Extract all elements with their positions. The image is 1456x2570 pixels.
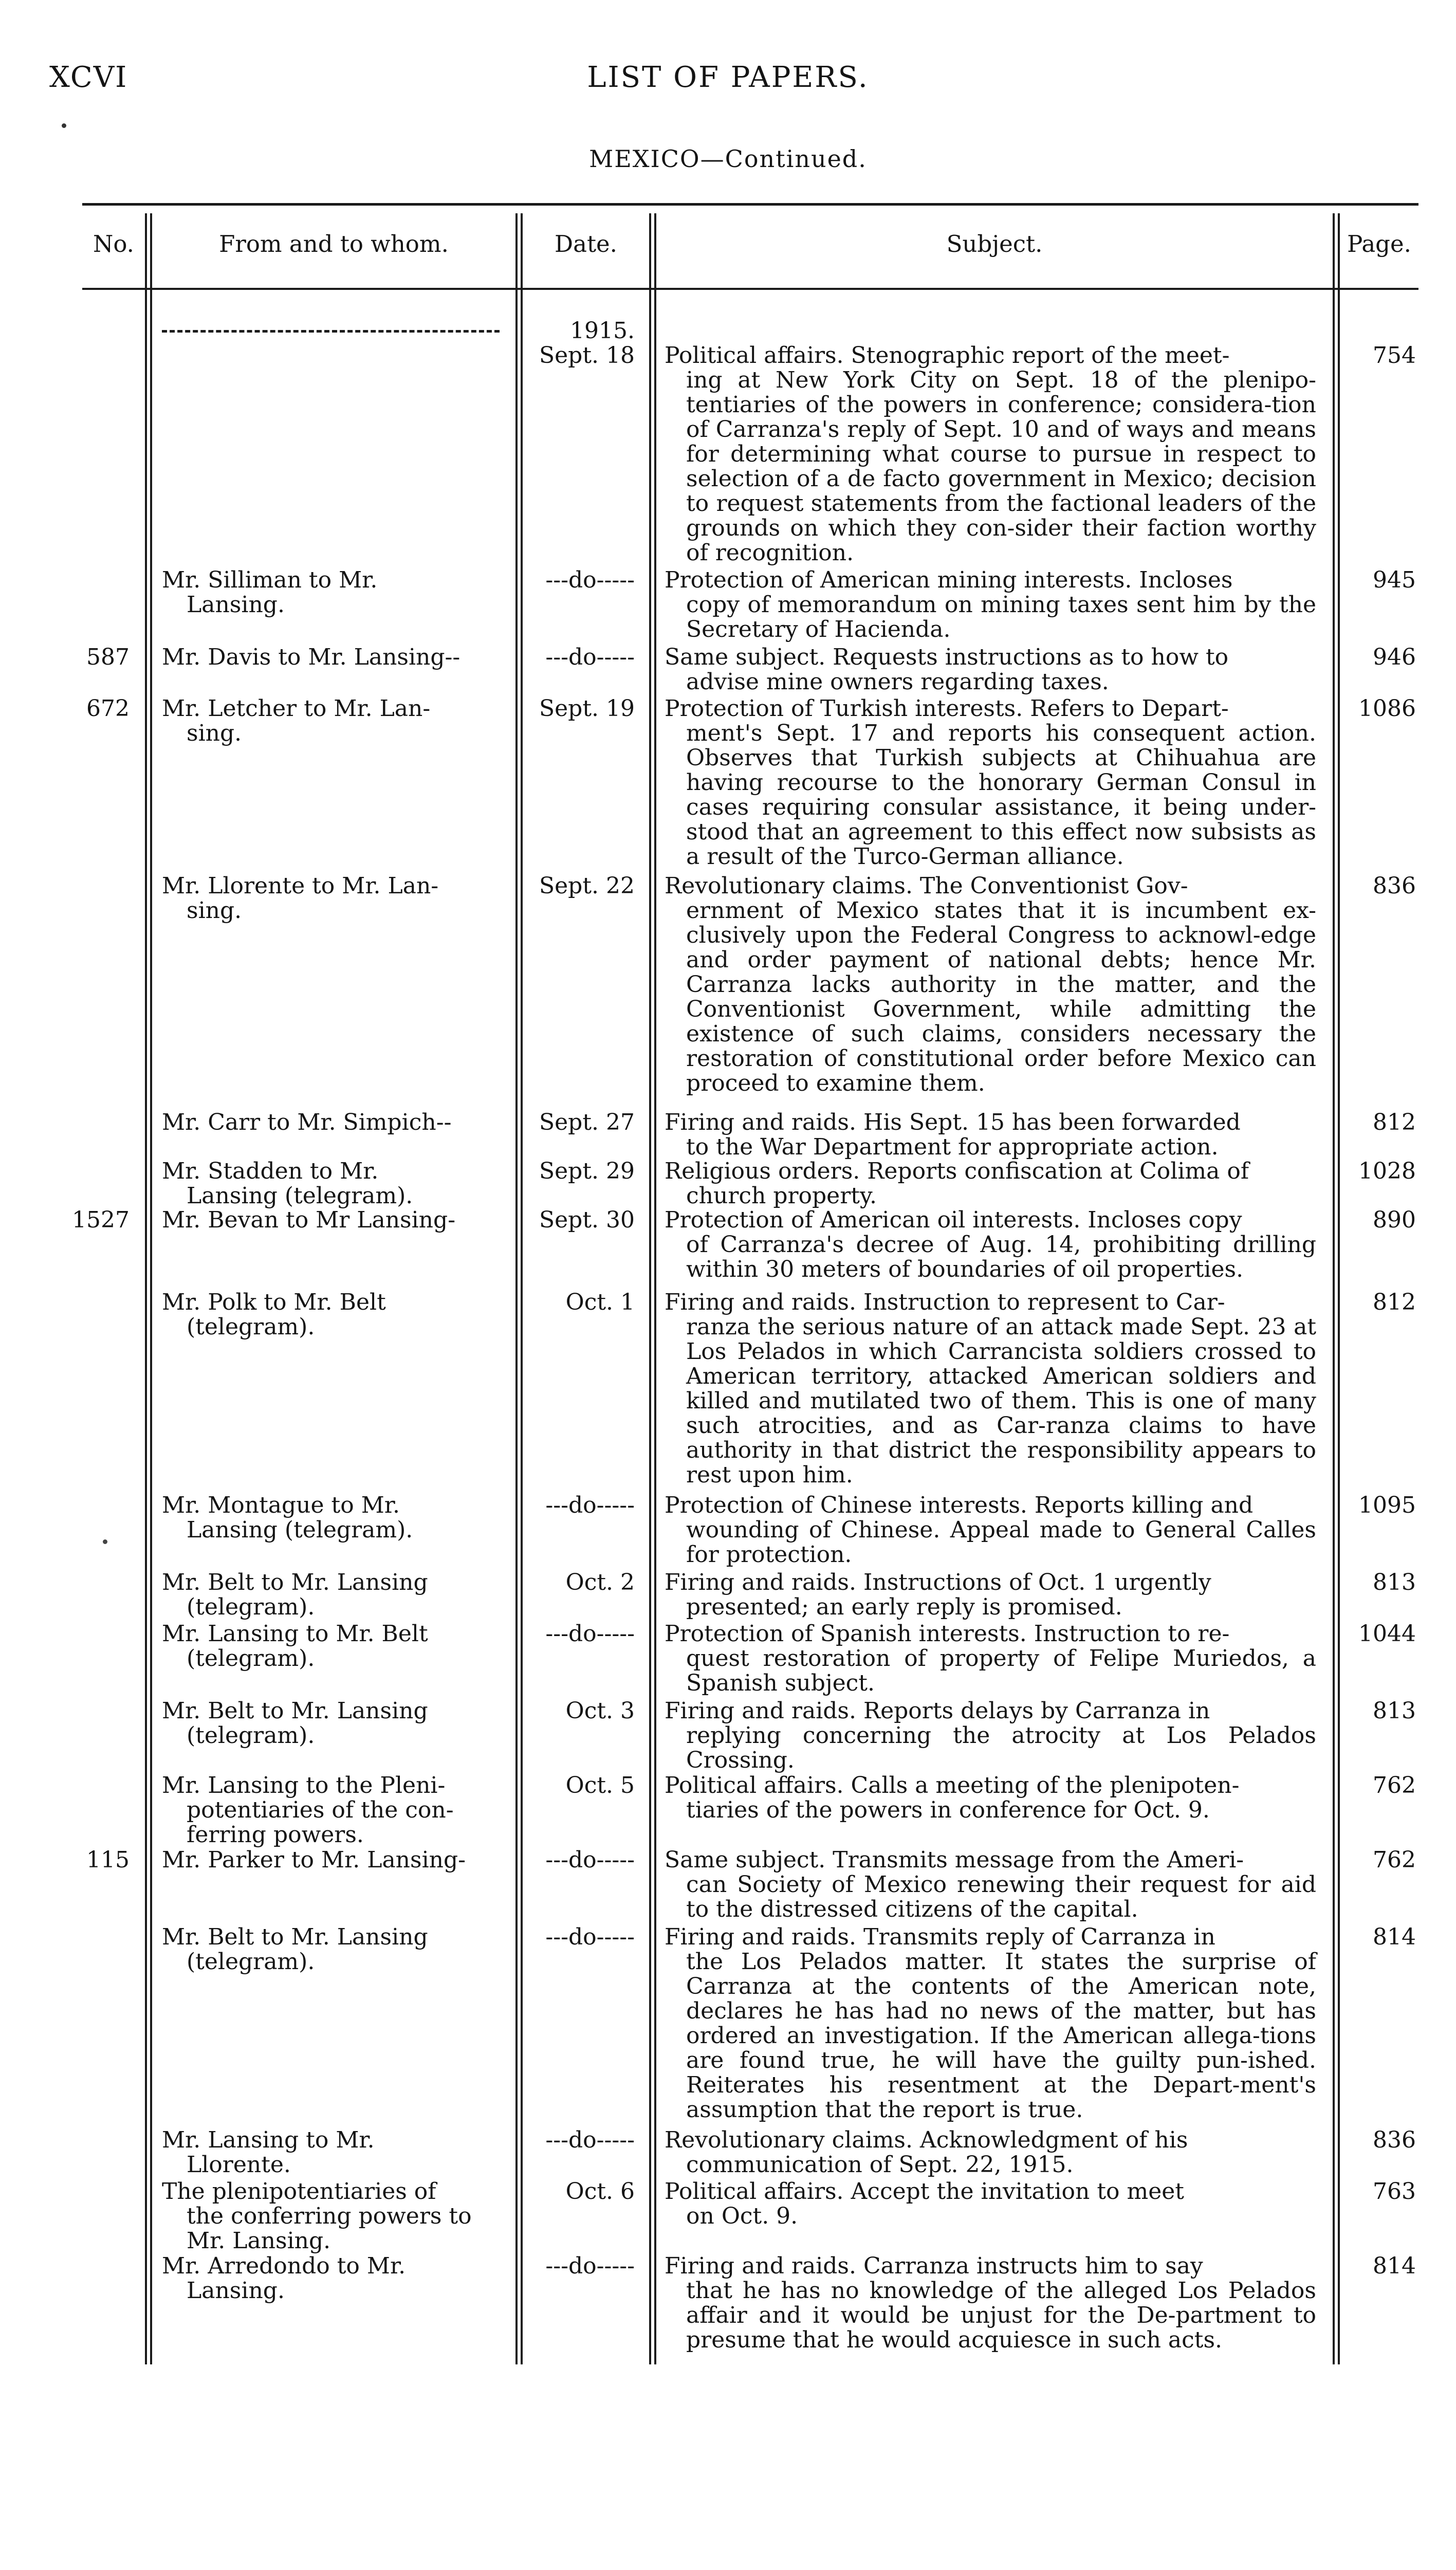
row-from-to bbox=[162, 645, 504, 670]
from-line: Mr. Parker to Mr. Lansing- bbox=[162, 1847, 466, 1873]
row-date-value: Sept. 18 bbox=[539, 342, 635, 369]
subject-line: Revolutionary claims. The Conventionist Gov- bbox=[665, 873, 1188, 899]
subject-line: Protection of Spanish interests. Instruction to re- bbox=[665, 1621, 1230, 1647]
row-date-value: Sept. 19 bbox=[539, 695, 635, 722]
subject-continuation: ernment of Mexico states that it is incumbent ex-clusively upon the Federal Congress to acknowl-edge and order payment of national debts; hence Mr. Carranza lacks authority in the matter, and the Conventionist Government, while admitting the existence of such claims, considers necessary the restoration of constitutional order before Mexico can proceed to examine them. bbox=[686, 897, 1316, 1096]
row-date bbox=[524, 1493, 635, 1518]
from-line: Mr. Montague to Mr. bbox=[162, 1492, 400, 1518]
row-subject bbox=[665, 645, 1316, 694]
row-subject bbox=[665, 1773, 1316, 1823]
from-line: Mr. Llorente to Mr. Lan- bbox=[162, 873, 439, 899]
row-subject bbox=[665, 1208, 1316, 1282]
from-continuation: the conferring powers to Mr. Lansing. bbox=[187, 2203, 472, 2254]
subject-continuation: replying concerning the atrocity at Los Pelados Crossing. bbox=[686, 1722, 1316, 1773]
row-subject bbox=[665, 696, 1316, 869]
row-date-value: Oct. 3 bbox=[565, 1698, 635, 1724]
row-page: 763 bbox=[1373, 2178, 1416, 2205]
subject-line: Same subject. Requests instructions as to how to bbox=[665, 644, 1229, 670]
from-continuation: (telegram). bbox=[187, 1314, 315, 1340]
row-subject bbox=[665, 1848, 1316, 1922]
row-year: 1915. bbox=[570, 318, 635, 344]
row-subject bbox=[665, 1622, 1316, 1696]
blank-entry-rule bbox=[162, 319, 500, 333]
row-date-value: ---do----- bbox=[545, 644, 635, 670]
row-subject bbox=[665, 1159, 1316, 1208]
subject-continuation: advise mine owners regarding taxes. bbox=[686, 669, 1109, 695]
subject-line: Firing and raids. Carranza instructs him to say bbox=[665, 2253, 1203, 2279]
row-page: 1086 bbox=[1358, 695, 1416, 722]
row-subject bbox=[665, 2254, 1316, 2353]
row-from-to bbox=[162, 1110, 504, 1135]
subject-continuation: presented; an early reply is promised. bbox=[686, 1594, 1122, 1620]
row-date-value: ---do----- bbox=[545, 1621, 635, 1647]
subject-continuation: tiaries of the powers in conference for Oct. 9. bbox=[686, 1797, 1210, 1823]
from-continuation: (telegram). bbox=[187, 1594, 315, 1620]
from-continuation: (telegram). bbox=[187, 1949, 315, 1975]
from-line: Mr. Lansing to the Pleni- bbox=[162, 1772, 446, 1798]
row-date bbox=[524, 1290, 635, 1315]
print-speck bbox=[103, 1539, 107, 1544]
subject-continuation: can Society of Mexico renewing their request for aid to the distressed citizens of the capital. bbox=[686, 1871, 1316, 1922]
subject-line: Protection of Turkish interests. Refers to Depart- bbox=[665, 695, 1229, 722]
subject-continuation: wounding of Chinese. Appeal made to General Calles for protection. bbox=[686, 1517, 1316, 1568]
row-subject bbox=[665, 1570, 1316, 1620]
from-continuation: potentiaries of the con-ferring powers. bbox=[187, 1797, 454, 1848]
subject-continuation: quest restoration of property of Felipe Muriedos, a Spanish subject. bbox=[686, 1645, 1316, 1696]
row-subject bbox=[665, 2128, 1316, 2177]
row-from-to bbox=[162, 874, 504, 923]
subject-line: Religious orders. Reports confiscation at Colima of bbox=[665, 1158, 1249, 1184]
subject-continuation: ranza the serious nature of an attack made Sept. 23 at Los Pelados in which Carrancista soldiers crossed to American territory, attacked American soldiers and killed and mutilated two of them. This is one of many such atrocities, and as Car-ranza claims to have authority in that district the responsibility appears to rest upon him. bbox=[686, 1314, 1316, 1488]
row-page: 814 bbox=[1373, 1924, 1416, 1950]
row-date-value: Oct. 6 bbox=[565, 2178, 635, 2205]
row-number: 587 bbox=[86, 644, 130, 670]
from-continuation: Lansing. bbox=[187, 2278, 285, 2304]
column-divider bbox=[1333, 213, 1335, 2364]
subject-line: Protection of Chinese interests. Reports killing and bbox=[665, 1492, 1254, 1518]
row-date bbox=[524, 568, 635, 593]
row-date-value: ---do----- bbox=[545, 1492, 635, 1518]
row-subject bbox=[665, 874, 1316, 1096]
from-continuation: Lansing (telegram). bbox=[187, 1183, 413, 1209]
subject-line: Firing and raids. Instructions of Oct. 1 urgently bbox=[665, 1569, 1211, 1595]
from-continuation: Llorente. bbox=[187, 2152, 291, 2178]
row-date bbox=[524, 874, 635, 898]
subject-continuation: ing at New York City on Sept. 18 of the plenipo-tentiaries of the powers in conference; considera-tion of Carranza's reply of Sept. 10 and of ways and means for determining what course to pursue in respect to selection of a de facto government in Mexico; decision to request statements from the factional leaders of the grounds on which they con-sider their faction worthy of recognition. bbox=[686, 367, 1316, 566]
row-date-value: Oct. 2 bbox=[565, 1569, 635, 1595]
header-rule bbox=[82, 288, 1418, 290]
subject-line: Political affairs. Stenographic report of the meet- bbox=[665, 342, 1230, 369]
row-date bbox=[524, 1925, 635, 1950]
subject-line: Firing and raids. His Sept. 15 has been forwarded bbox=[665, 1109, 1241, 1135]
row-from-to bbox=[162, 1290, 504, 1339]
subject-line: Protection of American oil interests. Incloses copy bbox=[665, 1207, 1242, 1233]
row-date-value: Sept. 27 bbox=[539, 1109, 635, 1135]
row-date bbox=[524, 1208, 635, 1233]
column-header-no: No. bbox=[93, 230, 134, 258]
from-continuation: sing. bbox=[187, 720, 242, 746]
from-line: Mr. Belt to Mr. Lansing bbox=[162, 1569, 428, 1595]
row-from-to bbox=[162, 1773, 504, 1847]
row-page: 762 bbox=[1373, 1772, 1416, 1798]
row-date bbox=[524, 2254, 635, 2279]
from-line: Mr. Arredondo to Mr. bbox=[162, 2253, 406, 2279]
subject-line: Political affairs. Accept the invitation to meet bbox=[665, 2178, 1184, 2205]
row-subject bbox=[665, 1699, 1316, 1773]
row-subject bbox=[665, 343, 1316, 565]
row-from-to bbox=[162, 1925, 504, 1974]
column-divider bbox=[649, 213, 651, 2364]
row-subject bbox=[665, 568, 1316, 642]
row-from-to bbox=[162, 568, 504, 617]
row-page: 813 bbox=[1373, 1698, 1416, 1724]
row-subject bbox=[665, 1290, 1316, 1488]
column-divider bbox=[654, 213, 656, 2364]
from-line: The plenipotentiaries of bbox=[162, 2178, 436, 2205]
page-number: XCVI bbox=[49, 61, 128, 94]
from-line: Mr. Lansing to Mr. Belt bbox=[162, 1621, 428, 1647]
subject-line: Revolutionary claims. Acknowledgment of his bbox=[665, 2127, 1188, 2153]
row-number: 672 bbox=[86, 695, 130, 722]
print-speck bbox=[62, 123, 66, 128]
row-date bbox=[524, 2128, 635, 2153]
column-divider bbox=[150, 213, 152, 2364]
row-from-to bbox=[162, 2179, 504, 2253]
subject-line: Protection of American mining interests. Incloses bbox=[665, 567, 1233, 593]
row-date bbox=[524, 2179, 635, 2204]
row-from-to bbox=[162, 1570, 504, 1620]
row-subject bbox=[665, 1925, 1316, 2122]
row-from-to bbox=[162, 1208, 504, 1233]
row-date-value: Oct. 5 bbox=[565, 1772, 635, 1798]
row-page: 836 bbox=[1373, 873, 1416, 899]
column-divider bbox=[521, 213, 523, 2364]
row-page: 1095 bbox=[1358, 1492, 1416, 1518]
row-date bbox=[524, 1110, 635, 1135]
subject-continuation: copy of memorandum on mining taxes sent him by the Secretary of Hacienda. bbox=[686, 592, 1316, 642]
row-page: 754 bbox=[1373, 342, 1416, 369]
row-from-to bbox=[162, 319, 504, 333]
from-line: Mr. Belt to Mr. Lansing bbox=[162, 1924, 428, 1950]
subject-line: Same subject. Transmits message from the Ameri- bbox=[665, 1847, 1244, 1873]
subject-continuation: that he has no knowledge of the alleged Los Pelados affair and it would be unjust for the De-partment to presume that he would acquiesce in such acts. bbox=[686, 2278, 1316, 2353]
row-date bbox=[524, 1773, 635, 1798]
from-line: Mr. Silliman to Mr. bbox=[162, 567, 378, 593]
row-number: 115 bbox=[86, 1847, 130, 1873]
row-date bbox=[524, 696, 635, 721]
column-divider bbox=[145, 213, 147, 2364]
from-line: Mr. Davis to Mr. Lansing-- bbox=[162, 644, 460, 670]
row-date-value: ---do----- bbox=[545, 1924, 635, 1950]
row-from-to bbox=[162, 2128, 504, 2177]
row-date-value: Oct. 1 bbox=[565, 1289, 635, 1315]
section-subtitle: MEXICO—Continued. bbox=[589, 145, 867, 173]
page-title: LIST OF PAPERS. bbox=[587, 61, 869, 94]
row-date bbox=[524, 1159, 635, 1184]
subject-line: Firing and raids. Instruction to represent to Car- bbox=[665, 1289, 1225, 1315]
from-line: Mr. Stadden to Mr. bbox=[162, 1158, 379, 1184]
row-page: 890 bbox=[1373, 1207, 1416, 1233]
column-divider bbox=[1338, 213, 1340, 2364]
row-from-to bbox=[162, 1848, 504, 1873]
row-date bbox=[524, 1848, 635, 1873]
row-date-value: ---do----- bbox=[545, 1847, 635, 1873]
row-from-to bbox=[162, 2254, 504, 2303]
row-page: 1044 bbox=[1358, 1621, 1416, 1647]
from-continuation: (telegram). bbox=[187, 1645, 315, 1672]
row-date-value: ---do----- bbox=[545, 567, 635, 593]
from-line: Mr. Polk to Mr. Belt bbox=[162, 1289, 386, 1315]
from-line: Mr. Lansing to Mr. bbox=[162, 2127, 375, 2153]
row-date-value: ---do----- bbox=[545, 2253, 635, 2279]
subject-continuation: the Los Pelados matter. It states the surprise of Carranza at the contents of the American note, declares he has had no news of the matter, but has ordered an investigation. If the American allega-tions are found true, he will have the guilty pun-ished. Reiterates his resentment at the Depart-ment's assumption that the report is true. bbox=[686, 1949, 1316, 2123]
subject-continuation: church property. bbox=[686, 1183, 877, 1209]
row-date bbox=[524, 1622, 635, 1646]
table-top-rule bbox=[82, 203, 1418, 206]
row-page: 814 bbox=[1373, 2253, 1416, 2279]
subject-line: Political affairs. Calls a meeting of the plenipoten- bbox=[665, 1772, 1240, 1798]
column-header-page: Page. bbox=[1347, 230, 1411, 258]
from-continuation: Lansing. bbox=[187, 592, 285, 618]
row-page: 945 bbox=[1373, 567, 1416, 593]
column-header-subject: Subject. bbox=[946, 230, 1043, 258]
row-from-to bbox=[162, 1493, 504, 1543]
from-continuation: Lansing (telegram). bbox=[187, 1517, 413, 1543]
row-from-to bbox=[162, 1622, 504, 1671]
row-date bbox=[524, 1570, 635, 1595]
row-from-to bbox=[162, 1159, 504, 1208]
from-continuation: (telegram). bbox=[187, 1722, 315, 1749]
row-date-value: ---do----- bbox=[545, 2127, 635, 2153]
row-page: 836 bbox=[1373, 2127, 1416, 2153]
row-subject bbox=[665, 1493, 1316, 1567]
subject-continuation: of Carranza's decree of Aug. 14, prohibiting drilling within 30 meters of boundaries of oil properties. bbox=[686, 1232, 1316, 1282]
subject-continuation: to the War Department for appropriate action. bbox=[686, 1134, 1219, 1160]
subject-line: Firing and raids. Reports delays by Carranza in bbox=[665, 1698, 1210, 1724]
row-page: 946 bbox=[1373, 644, 1416, 670]
row-from-to bbox=[162, 696, 504, 746]
from-line: Mr. Letcher to Mr. Lan- bbox=[162, 695, 431, 722]
row-page: 812 bbox=[1373, 1289, 1416, 1315]
row-date-value: Sept. 29 bbox=[539, 1158, 635, 1184]
from-line: Mr. Carr to Mr. Simpich-- bbox=[162, 1109, 452, 1135]
row-page: 813 bbox=[1373, 1569, 1416, 1595]
column-divider bbox=[515, 213, 518, 2364]
row-date-value: Sept. 30 bbox=[539, 1207, 635, 1233]
subject-line: Firing and raids. Transmits reply of Carranza in bbox=[665, 1924, 1215, 1950]
row-date bbox=[524, 645, 635, 670]
subject-continuation: ment's Sept. 17 and reports his consequent action. Observes that Turkish subjects at Chihuahua are having recourse to the honorary German Consul in cases requiring consular assistance, it being under-stood that an agreement to this effect now subsists as a result of the Turco-German alliance. bbox=[686, 720, 1316, 870]
row-page: 762 bbox=[1373, 1847, 1416, 1873]
row-page: 812 bbox=[1373, 1109, 1416, 1135]
column-header-from: From and to whom. bbox=[219, 230, 449, 258]
from-line: Mr. Bevan to Mr Lansing- bbox=[162, 1207, 456, 1233]
row-date bbox=[524, 1699, 635, 1723]
subject-continuation: communication of Sept. 22, 1915. bbox=[686, 2152, 1074, 2178]
from-line: Mr. Belt to Mr. Lansing bbox=[162, 1698, 428, 1724]
row-date-value: Sept. 22 bbox=[539, 873, 635, 899]
row-page: 1028 bbox=[1358, 1158, 1416, 1184]
column-header-date: Date. bbox=[555, 230, 617, 258]
row-subject bbox=[665, 1110, 1316, 1160]
row-subject bbox=[665, 2179, 1316, 2229]
row-date bbox=[524, 319, 635, 368]
row-number: 1527 bbox=[72, 1207, 130, 1233]
from-continuation: sing. bbox=[187, 897, 242, 924]
row-from-to bbox=[162, 1699, 504, 1748]
subject-continuation: on Oct. 9. bbox=[686, 2203, 798, 2229]
